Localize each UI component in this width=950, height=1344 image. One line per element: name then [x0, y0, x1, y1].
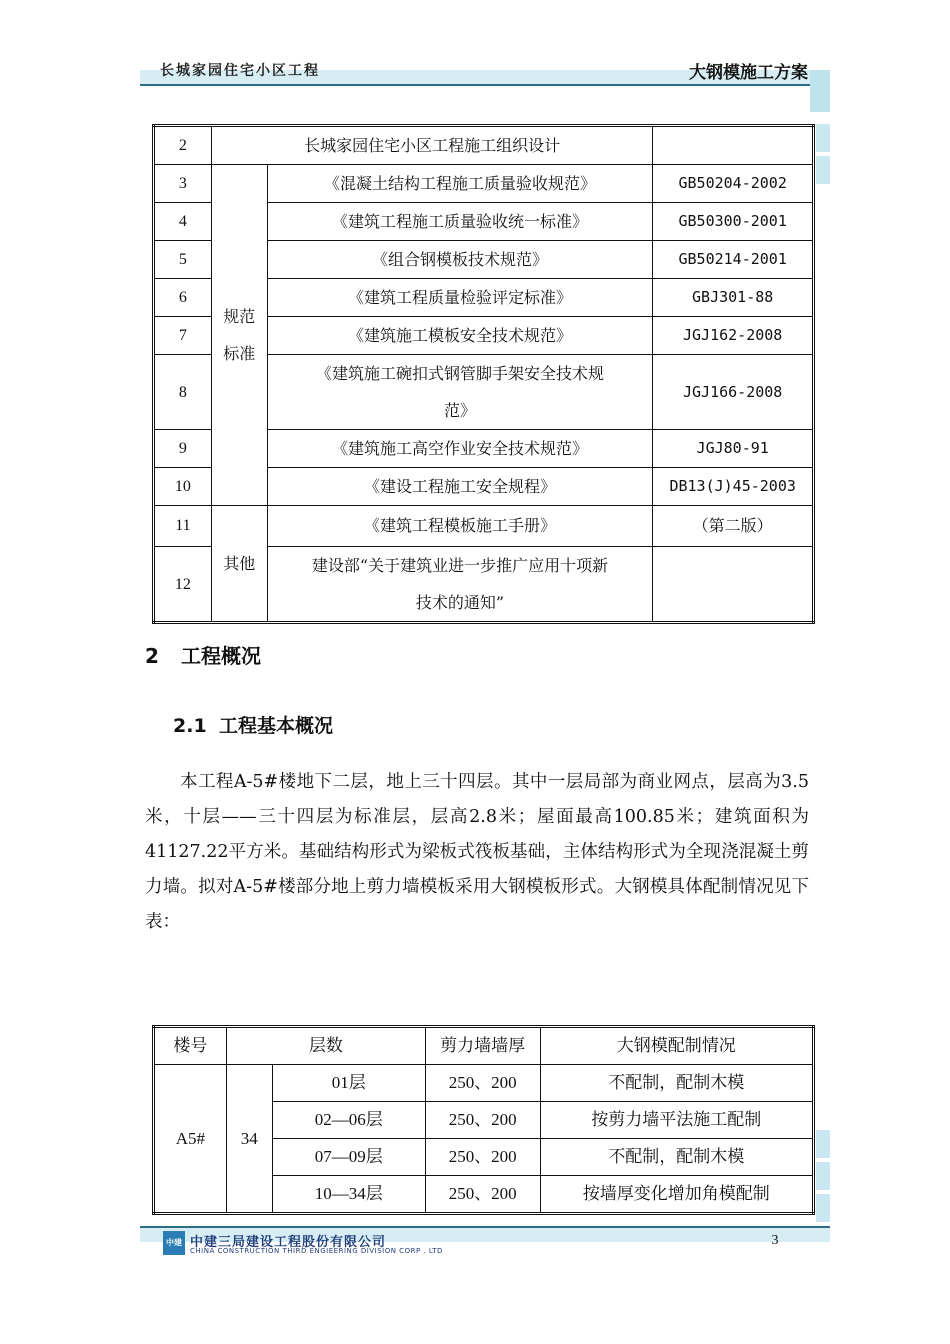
row-title: 《建筑工程模板施工手册》: [267, 506, 653, 547]
section-heading: [145, 640, 261, 669]
header-building: 楼号: [154, 1027, 227, 1065]
table-row: [154, 506, 814, 547]
floor-range: 10—34层: [272, 1176, 425, 1214]
row-number: 7: [154, 317, 212, 355]
row-code: JGJ166-2008: [653, 355, 814, 430]
group-standards: 规范 标准: [211, 165, 267, 506]
config-note: 不配制，配制木模: [540, 1139, 814, 1176]
row-title: 《混凝土结构工程施工质量验收规范》: [267, 165, 653, 203]
table-row: [154, 165, 814, 203]
paragraph: 本工程A-5#楼地下二层，地上三十四层。其中一层局部为商业网点，层高为3.5米，十层——三十四层为标准层，层高2.8米；屋面最高100.85米；建筑面积为41127.22平方米。基础结构形式为梁板式筏板基础，主体结构形式为全现浇混凝土剪力墙。拟对A-5#楼部分地上剪力墙模板采用大钢模板形式。大钢模具体配制情况见下表：: [145, 772, 809, 932]
side-deco-block: [816, 156, 830, 184]
group-other: 其他: [211, 506, 267, 623]
row-number: 6: [154, 279, 212, 317]
section-title: 工程概况: [181, 644, 261, 668]
header-floors: 层数: [226, 1027, 425, 1065]
row-number: 10: [154, 468, 212, 506]
floor-range: 02—06层: [272, 1102, 425, 1139]
row-code: JGJ80-91: [653, 430, 814, 468]
wall-thickness: 250、200: [425, 1139, 540, 1176]
header-wall: 剪力墙墙厚: [425, 1027, 540, 1065]
subsection-title: 工程基本概况: [219, 715, 334, 737]
row-title: 《建筑工程质量检验评定标准》: [267, 279, 653, 317]
header-doc-title: 大钢模施工方案: [689, 63, 808, 83]
row-number: 11: [154, 506, 212, 547]
config-note: 不配制，配制木模: [540, 1065, 814, 1102]
side-deco-block: [816, 124, 830, 152]
row-code: [653, 547, 814, 623]
building-number: A5#: [154, 1065, 227, 1214]
company-name-cn: 中建三局建设工程股份有限公司: [190, 1235, 387, 1250]
formwork-table: [152, 1025, 815, 1215]
page-number: 3: [771, 1233, 779, 1248]
row-title: 《建设工程施工安全规程》: [267, 468, 653, 506]
row-code: [653, 126, 814, 165]
wall-thickness: 250、200: [425, 1102, 540, 1139]
header-config: 大钢模配制情况: [540, 1027, 814, 1065]
header-side-bar: [810, 70, 830, 112]
row-code: DB13(J)45-2003: [653, 468, 814, 506]
row-code: （第二版）: [653, 506, 814, 547]
floor-range: 07—09层: [272, 1139, 425, 1176]
row-code: GB50204-2002: [653, 165, 814, 203]
row-title: 《建筑施工模板安全技术规范》: [267, 317, 653, 355]
side-deco-block: [816, 1162, 830, 1190]
row-title: 《组合钢模板技术规范》: [267, 241, 653, 279]
row-number: 2: [154, 126, 212, 165]
company-logo: 中建: [163, 1231, 185, 1255]
row-number: 12: [154, 547, 212, 623]
row-title: 《建筑工程施工质量验收统一标准》: [267, 203, 653, 241]
row-number: 9: [154, 430, 212, 468]
row-code: GBJ301-88: [653, 279, 814, 317]
table-header-row: [154, 1027, 814, 1065]
row-title: 《建筑施工高空作业安全技术规范》: [267, 430, 653, 468]
company-name-en: CHINA CONSTRUCTION THIRD ENGIEERING DIVISION CORP . LTD: [190, 1247, 443, 1255]
wall-thickness: 250、200: [425, 1065, 540, 1102]
config-note: 按墙厚变化增加角模配制: [540, 1176, 814, 1214]
row-number: 8: [154, 355, 212, 430]
config-note: 按剪力墙平法施工配制: [540, 1102, 814, 1139]
row-title: 建设部“关于建筑业进一步推广应用十项新 技术的通知”: [267, 547, 653, 623]
basis-table: [152, 124, 815, 624]
row-number: 5: [154, 241, 212, 279]
row-number: 3: [154, 165, 212, 203]
wall-thickness: 250、200: [425, 1176, 540, 1214]
row-title: 《建筑施工碗扣式钢管脚手架安全技术规 范》: [267, 355, 653, 430]
row-code: JGJ162-2008: [653, 317, 814, 355]
total-floors: 34: [226, 1065, 272, 1214]
side-deco-block: [816, 1130, 830, 1158]
floor-range: 01层: [272, 1065, 425, 1102]
table-row: [154, 126, 814, 165]
side-deco-block: [816, 1194, 830, 1222]
row-title: 长城家园住宅小区工程施工组织设计: [211, 126, 653, 165]
header-rule: [140, 84, 815, 86]
row-code: GB50300-2001: [653, 203, 814, 241]
subsection-number: 2.1: [173, 715, 207, 737]
row-number: 4: [154, 203, 212, 241]
section-number: 2: [145, 644, 159, 668]
subsection-heading: [173, 711, 333, 738]
header-project: 长城家园住宅小区工程: [160, 63, 320, 79]
body-text: [145, 765, 809, 940]
table-row: [154, 1065, 814, 1102]
row-code: GB50214-2001: [653, 241, 814, 279]
